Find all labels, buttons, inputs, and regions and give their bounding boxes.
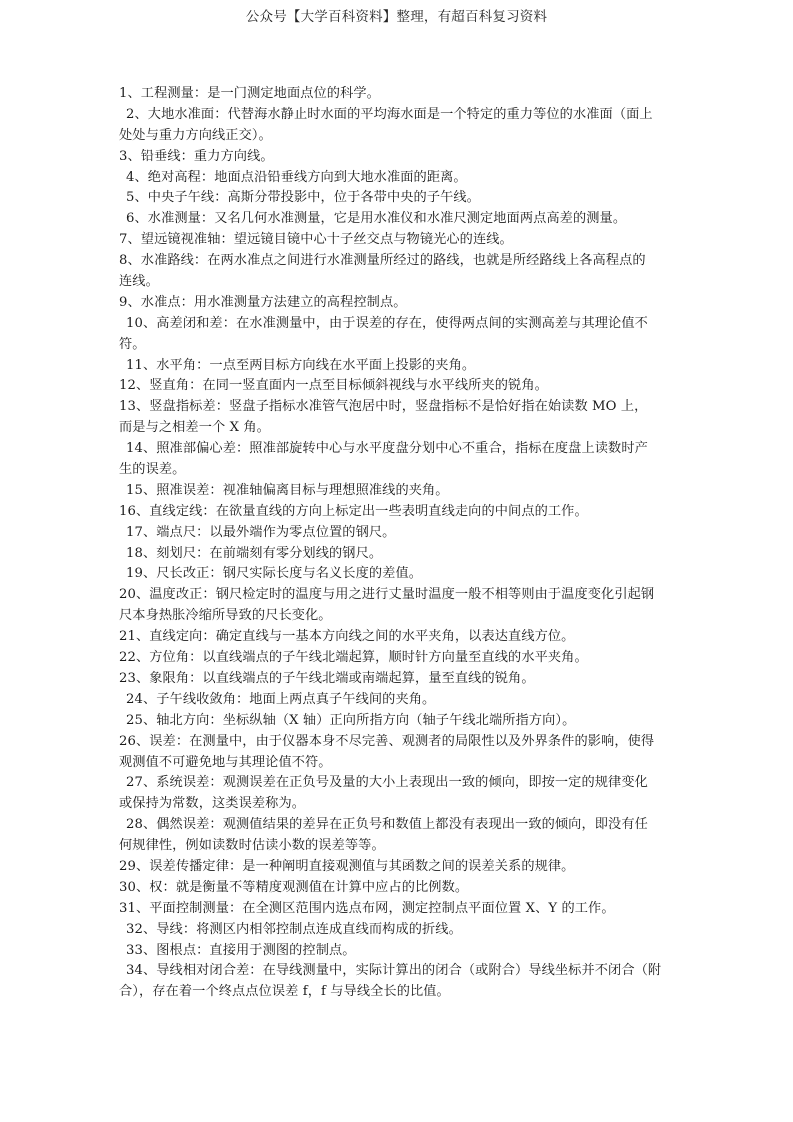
text-line: 23、象限角：以直线端点的子午线北端或南端起算，量至直线的锐角。 <box>119 670 535 686</box>
page-header: 公众号【大学百科资料】整理，有超百科复习资料 <box>245 9 548 25</box>
text-line: 22、方位角：以直线端点的子午线北端起算，顺时针方向量至直线的水平夹角。 <box>119 650 588 666</box>
text-line: 而是与之相差一个 X 角。 <box>119 420 270 436</box>
text-line: 符。 <box>119 336 146 352</box>
text-line: 或保持为常数，这类误差称为。 <box>119 796 306 812</box>
text-line: 13、竖盘指标差：竖盘子指标水准管气泡居中时，竖盘指标不是恰好指在始读数 MO 上， <box>119 399 648 415</box>
text-line: 27、系统误差：观测误差在正负号及量的大小上表现出一致的倾向，即按一定的规律变化 <box>126 775 648 791</box>
text-line: 尺本身热胀冷缩所导致的尺长变化。 <box>119 608 332 624</box>
text-line: 25、轴北方向：坐标纵轴（X 轴）正向所指方向（轴子午线北端所指方向）。 <box>126 712 576 728</box>
text-line: 14、照准部偏心差：照准部旋转中心与水平度盘分划中心不重合，指标在度盘上读数时产 <box>126 441 648 457</box>
text-line: 20、温度改正：钢尺检定时的温度与用之进行丈量时温度一般不相等则由于温度变化引起钢 <box>119 587 655 603</box>
text-line: 合），存在着一个终点点位误差 f，f 与导线全长的比值。 <box>119 984 450 1000</box>
text-line: 33、图根点：直接用于测图的控制点。 <box>126 942 356 958</box>
text-line: 26、误差：在测量中，由于仪器本身不尽完善、观测者的局限性以及外界条件的影响，使得 <box>119 733 655 749</box>
text-line: 17、端点尺：以最外端作为零点位置的钢尺。 <box>126 524 396 540</box>
text-line: 30、权：就是衡量不等精度观测值在计算中应占的比例数。 <box>119 879 469 895</box>
text-line: 34、导线相对闭合差：在导线测量中，实际计算出的闭合（或附合）导线坐标并不闭合（附 <box>126 963 662 979</box>
text-line: 28、偶然误差：观测值结果的差异在正负号和数值上都没有表现出一致的倾向，即没有任 <box>126 817 648 833</box>
text-line: 21、直线定向：确定直线与一基本方向线之间的水平夹角，以表达直线方位。 <box>119 629 575 645</box>
text-line: 2、大地水准面：代替海水静止时水面的平均海水面是一个特定的重力等位的水准面（面上 <box>126 106 653 122</box>
text-line: 观测值不可避免地与其理论值不符。 <box>119 754 332 770</box>
text-line: 32、导线：将测区内相邻控制点连成直线而构成的折线。 <box>126 921 462 937</box>
text-line: 3、铅垂线：重力方向线。 <box>119 148 274 164</box>
text-line: 16、直线定线：在欲量直线的方向上标定出一些表明直线走向的中间点的工作。 <box>119 503 588 519</box>
text-line: 18、刻划尺：在前端刻有零分划线的钢尺。 <box>126 545 383 561</box>
text-line: 4、绝对高程：地面点沿铅垂线方向到大地水准面的距离。 <box>126 169 467 185</box>
text-line: 连线。 <box>119 274 159 290</box>
text-line: 9、水准点：用水准测量方法建立的高程控制点。 <box>119 294 407 310</box>
text-line: 19、尺长改正：钢尺实际长度与名义长度的差值。 <box>126 566 423 582</box>
text-line: 生的误差。 <box>119 462 186 478</box>
text-line: 11、水平角：一点至两目标方向线在水平面上投影的夹角。 <box>126 357 476 373</box>
text-line: 何规律性，例如读数时估读小数的误差等等。 <box>119 838 385 854</box>
text-line: 8、水准路线：在两水准点之间进行水准测量所经过的路线，也就是所经路线上各高程点的 <box>119 253 646 269</box>
text-line: 24、子午线收敛角：地面上两点真子午线间的夹角。 <box>126 691 436 707</box>
text-line: 处处与重力方向线正交）。 <box>119 127 272 143</box>
text-line: 10、高差闭和差：在水准测量中，由于误差的存在，使得两点间的实测高差与其理论值不 <box>126 315 648 331</box>
text-line: 5、中央子午线：高斯分带投影中，位于各带中央的子午线。 <box>126 190 480 206</box>
text-line: 29、误差传播定律：是一种阐明直接观测值与其函数之间的误差关系的规律。 <box>119 858 575 874</box>
text-line: 31、平面控制测量：在全测区范围内选点布网，测定控制点平面位置 X、Y 的工作。 <box>119 900 615 916</box>
text-line: 15、照准误差：视准轴偏离目标与理想照准线的夹角。 <box>126 482 449 498</box>
text-line: 12、竖直角：在同一竖直面内一点至目标倾斜视线与水平线所夹的锐角。 <box>119 378 548 394</box>
text-line: 1、工程测量：是一门测定地面点位的科学。 <box>119 86 380 101</box>
glossary-body <box>119 84 689 1003</box>
text-line: 7、望远镜视准轴：望远镜目镜中心十子丝交点与物镜光心的连线。 <box>119 232 513 248</box>
text-line: 6、水准测量：又名几何水准测量，它是用水准仪和水准尺测定地面两点高差的测量。 <box>126 211 627 227</box>
